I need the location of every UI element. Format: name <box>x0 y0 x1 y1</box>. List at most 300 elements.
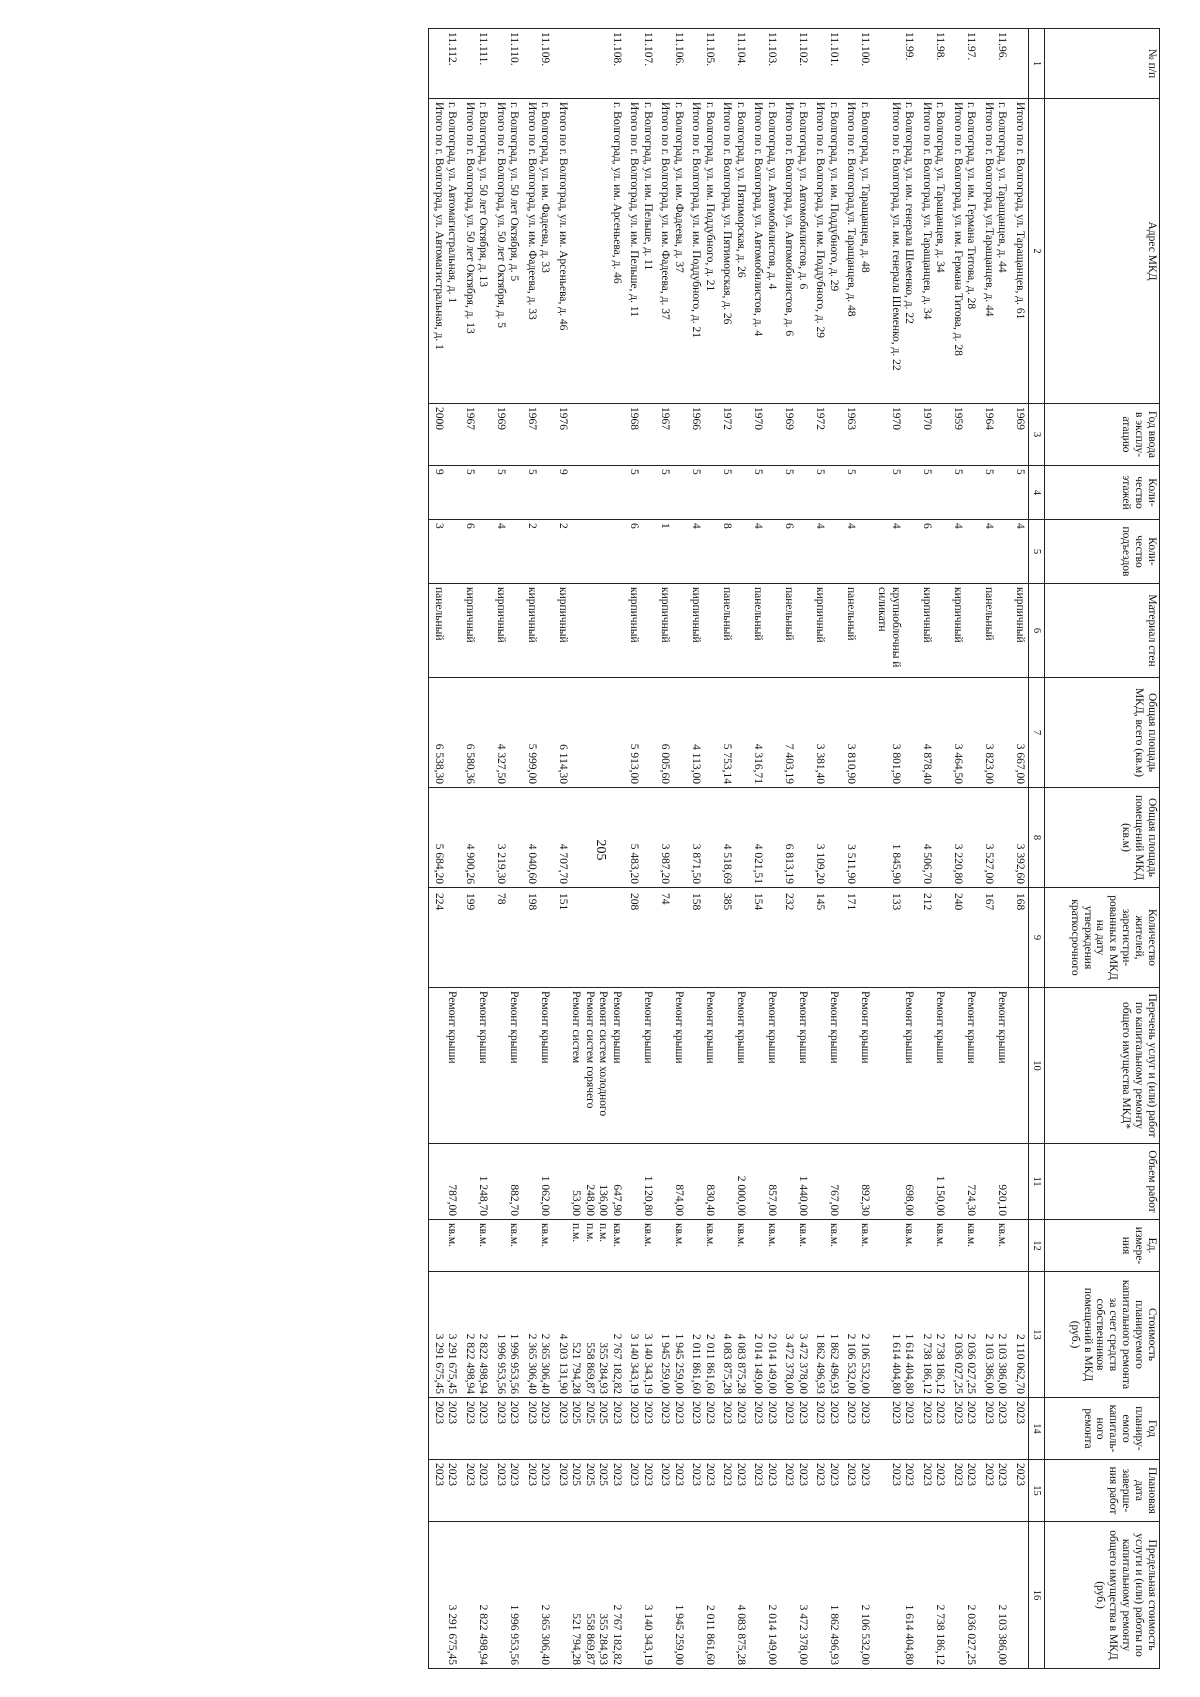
cell-line: 3 140 343,19 <box>642 1604 654 1665</box>
cell-line: 5 <box>464 469 476 475</box>
cell-line <box>858 469 872 516</box>
table-cell-c2 <box>873 99 918 404</box>
cell-line <box>796 791 810 884</box>
cell-line: 4 327,50 <box>495 743 507 784</box>
cell-line: 2023 <box>921 1401 933 1424</box>
table-cell-c11 <box>461 1144 492 1220</box>
table-cell-c1 <box>429 29 461 99</box>
cell-line <box>995 891 1009 984</box>
table-cell-c5 <box>461 520 492 584</box>
cell-line <box>813 1223 827 1268</box>
cell-line <box>1013 1223 1027 1268</box>
cell-line: 11.108. <box>611 32 623 67</box>
column-number: 8 <box>1029 788 1045 888</box>
cell-line: Итого по г. Волгоград, ул. Пятиморская, д. 26 <box>721 102 734 325</box>
cell-line: 1967 <box>526 407 538 430</box>
table-cell-c4 <box>492 466 523 520</box>
cell-line: Ремонт крыши <box>611 991 623 1064</box>
table-cell-c7 <box>949 678 980 788</box>
cell-line <box>796 407 810 462</box>
table-cell-c2 <box>718 99 749 404</box>
cell-line <box>494 1147 508 1216</box>
cell-line: Ремонт крыши <box>446 991 459 1064</box>
table-cell-c1 <box>780 29 811 99</box>
cell-line: 3 140 343,19 <box>642 1333 654 1394</box>
cell-line: 521 794,28 <box>570 1342 583 1394</box>
cell-line: Итого по г. Волгоград, ул. им. генерала Шеменко, д. 22 <box>890 102 902 371</box>
cell-line <box>827 891 841 984</box>
cell-line: 3 667,00 <box>1014 743 1026 784</box>
cell-line <box>476 891 490 984</box>
table-cell-c5 <box>718 520 749 584</box>
table-cell-c8 <box>1011 788 1029 888</box>
table-cell-c7 <box>625 678 656 788</box>
cell-line: 4 083 875,28 <box>735 1333 747 1394</box>
cell-line: 1972 <box>814 407 827 430</box>
table-cell-c16 <box>780 1522 811 1669</box>
table-cell-c14 <box>749 1398 780 1460</box>
cell-line: Ремонт крыши <box>903 991 916 1064</box>
cell-line: 3 140 343,19 <box>628 1333 641 1394</box>
cell-line <box>596 587 610 674</box>
table-cell-c4 <box>656 466 687 520</box>
table-cell-c8 <box>461 788 492 888</box>
table-cell-c11 <box>656 1144 687 1220</box>
table-cell-c1 <box>492 29 523 99</box>
cell-line: 2023 <box>735 1463 747 1486</box>
table-cell-c4 <box>429 466 461 520</box>
table-cell-c7 <box>492 678 523 788</box>
cell-line <box>476 791 490 884</box>
table-cell-c10 <box>842 988 873 1144</box>
cell-line <box>538 681 552 784</box>
cell-line: 4 <box>952 523 964 529</box>
table-cell-c11 <box>625 1144 656 1220</box>
cell-line <box>734 791 748 884</box>
cell-line <box>641 407 655 462</box>
column-header: Год планиру-емого капиталь-ного ремонта <box>1045 1398 1160 1460</box>
table-cell-c16 <box>554 1522 626 1669</box>
cell-line: 2023 <box>996 1401 1009 1424</box>
cell-line: 2 011 861,60 <box>704 1334 716 1394</box>
cell-line <box>858 681 872 784</box>
table-cell-c10 <box>780 988 811 1144</box>
cell-line <box>765 407 779 462</box>
cell-line <box>995 587 1009 674</box>
cell-line <box>902 523 916 580</box>
cell-line <box>796 469 810 516</box>
table-cell-c5 <box>492 520 523 584</box>
table-cell-c11 <box>554 1144 626 1220</box>
column-number: 10 <box>1029 988 1045 1144</box>
table-cell-c14 <box>492 1398 523 1460</box>
table-cell-c8 <box>780 788 811 888</box>
cell-line: Ремонт крыши <box>735 991 747 1064</box>
cell-line <box>889 991 903 1140</box>
cell-line <box>951 991 965 1140</box>
cell-line: 2023 <box>628 1401 641 1424</box>
cell-line: Итого по г. Волгоград, ул. им. Германа Титова, д. 28 <box>952 102 964 356</box>
cell-line: 2 011 861,60 <box>704 1605 716 1665</box>
cell-line: 2023 <box>673 1463 685 1486</box>
cell-line: 145 <box>814 893 827 911</box>
cell-line: 1 614 404,80 <box>890 1333 902 1394</box>
cell-line: 3 527,00 <box>983 843 995 884</box>
cell-line: 4 506,70 <box>921 843 933 884</box>
cell-line <box>734 587 748 674</box>
cell-line <box>765 469 779 516</box>
cell-line: 198 <box>526 893 538 911</box>
cell-line: 11.112. <box>446 32 459 66</box>
cell-line <box>689 1147 703 1216</box>
cell-line: 2 106 532,00 <box>845 1333 858 1394</box>
cell-line <box>538 891 552 984</box>
table-cell-c9 <box>718 888 749 988</box>
table-cell-c9 <box>842 888 873 988</box>
table-cell-c6 <box>811 584 842 678</box>
column-header: Стоимость планируемого капитального ремонта за счет средств собственников помещений в МКД (руб.) <box>1045 1272 1160 1398</box>
cell-line: 2023 <box>934 1463 947 1486</box>
rotated-page <box>40 28 1160 1668</box>
cell-line: 2 822 498,94 <box>477 1333 490 1394</box>
cell-line <box>596 791 610 884</box>
cell-line <box>782 991 796 1140</box>
table-cell-c9 <box>687 888 718 988</box>
cell-line: 5 <box>921 469 933 475</box>
cell-line: 2 014 149,00 <box>766 1604 778 1665</box>
cell-line <box>827 681 841 784</box>
table-row <box>625 29 656 1669</box>
cell-line <box>583 587 597 674</box>
table-cell-c15 <box>523 1460 554 1522</box>
cell-line: 1959 <box>952 407 964 430</box>
table-row <box>687 29 718 1669</box>
table-cell-c7 <box>811 678 842 788</box>
table-cell-c1 <box>554 29 626 99</box>
cell-line <box>569 681 583 784</box>
table-cell-c16 <box>492 1522 523 1669</box>
cell-line: 2023 <box>890 1401 902 1424</box>
table-cell-c12 <box>625 1220 656 1272</box>
cell-line: Итого по г. Волгоград, ул. им. Фадеева, д. 33 <box>526 102 538 320</box>
cell-line <box>432 991 446 1140</box>
cell-line <box>463 991 477 1140</box>
table-cell-c1 <box>980 29 1011 99</box>
cell-line <box>641 791 655 884</box>
table-cell-c3 <box>687 404 718 466</box>
cell-line: 3 823,00 <box>983 743 995 784</box>
cell-line <box>569 587 583 674</box>
cell-line: 2023 <box>783 1463 796 1486</box>
cell-line: кирпичный <box>628 587 641 643</box>
cell-line: 2023 <box>965 1401 978 1424</box>
cell-line: 5 <box>814 469 827 475</box>
table-cell-c16 <box>523 1522 554 1669</box>
table-cell-c9 <box>980 888 1011 988</box>
cell-line <box>844 991 858 1140</box>
table-cell-c12 <box>811 1220 842 1272</box>
cell-line: 2023 <box>983 1463 995 1486</box>
table-cell-c5 <box>749 520 780 584</box>
cell-line: 1969 <box>783 407 796 430</box>
cell-line: кв.м. <box>673 1223 685 1248</box>
cell-line <box>858 407 872 462</box>
table-cell-c16 <box>656 1522 687 1669</box>
cell-line: кв.м. <box>859 1223 871 1248</box>
cell-line <box>902 469 916 516</box>
table-cell-c6 <box>523 584 554 678</box>
table-cell-c7 <box>461 678 492 788</box>
table-cell-c7 <box>873 678 918 788</box>
cell-line <box>964 407 978 462</box>
table-cell-c16 <box>1011 1522 1029 1669</box>
cell-line: 158 <box>690 893 703 911</box>
table-cell-c10 <box>918 988 949 1144</box>
cell-line <box>964 681 978 784</box>
cell-line <box>476 407 490 462</box>
table-cell-c3 <box>842 404 873 466</box>
cell-line <box>734 407 748 462</box>
table-cell-c11 <box>842 1144 873 1220</box>
table-cell-c16 <box>873 1522 918 1669</box>
cell-line: 11.110. <box>508 32 521 66</box>
cell-line: 5 684,20 <box>433 843 445 884</box>
table-row <box>1011 29 1029 1669</box>
cell-line <box>538 791 552 884</box>
table-cell-c5 <box>949 520 980 584</box>
cell-line: 2 014 149,00 <box>766 1333 778 1394</box>
table-cell-c14 <box>811 1398 842 1460</box>
cell-line: 3 220,80 <box>952 843 964 884</box>
cell-line: 2 365 306,40 <box>539 1333 552 1394</box>
table-cell-c2 <box>1011 99 1029 404</box>
table-row <box>656 29 687 1669</box>
column-header: Перечень услуг и (или) работ по капитальному ремонту общего имущества МКД* <box>1045 988 1160 1144</box>
cell-line: 2023 <box>783 1401 796 1424</box>
table-cell-c8 <box>656 788 687 888</box>
table-cell-c12 <box>873 1220 918 1272</box>
table-cell-c6 <box>687 584 718 678</box>
cell-line: 5 <box>628 469 641 475</box>
cell-line <box>964 469 978 516</box>
cell-line: кв.м. <box>611 1223 623 1248</box>
cell-line <box>583 469 597 516</box>
table-cell-c11 <box>749 1144 780 1220</box>
cell-line: кирпичный <box>921 587 933 643</box>
cell-line: кв.м. <box>828 1223 840 1248</box>
cell-line: 2023 <box>464 1463 476 1486</box>
table-cell-c6 <box>918 584 949 678</box>
table-cell-c8 <box>625 788 656 888</box>
cell-line <box>538 407 552 462</box>
cell-line: 874,00 <box>673 1184 685 1216</box>
table-cell-c8 <box>918 788 949 888</box>
table-cell-c4 <box>554 466 626 520</box>
cell-line: 2025 <box>570 1463 583 1486</box>
table-cell-c5 <box>780 520 811 584</box>
cell-line: 11.97. <box>965 32 978 61</box>
cell-line <box>734 891 748 984</box>
cell-line: 2023 <box>433 1401 445 1424</box>
cell-line: Итого по г. Волгоград, ул. Таращанцев, д. 34 <box>921 102 933 320</box>
cell-line: 2023 <box>845 1401 858 1424</box>
table-cell-c12 <box>718 1220 749 1272</box>
column-number: 9 <box>1029 888 1045 988</box>
cell-line: 2 738 186,12 <box>934 1604 947 1665</box>
table-cell-c15 <box>429 1460 461 1522</box>
cell-line: 2023 <box>814 1463 827 1486</box>
cell-line <box>641 587 655 674</box>
cell-line: 11.100. <box>859 32 871 67</box>
cell-line: кирпичный <box>814 587 827 643</box>
cell-line: 2023 <box>628 1463 641 1486</box>
cell-line: г. Волгоград, ул. Автомагистральная, д. 1 <box>446 102 459 304</box>
table-cell-c5 <box>873 520 918 584</box>
cell-line: 5 483,20 <box>628 843 641 884</box>
cell-line: г. Волгоград, ул. им. Пельше, д. 11 <box>642 102 654 271</box>
cell-line: Итого по г. Волгоград, ул. 50 лет Октября, д. 5 <box>495 102 507 329</box>
column-number: 11 <box>1029 1144 1045 1220</box>
cell-line: 4 <box>983 523 995 529</box>
cell-line: кирпичный <box>557 587 569 643</box>
cell-line <box>889 1147 903 1216</box>
cell-line <box>627 1525 641 1665</box>
column-number: 6 <box>1029 584 1045 678</box>
table-cell-c15 <box>949 1460 980 1522</box>
cell-line: 2023 <box>797 1463 809 1486</box>
cell-line <box>951 1147 965 1216</box>
column-number: 16 <box>1029 1522 1045 1669</box>
cell-line: Итого по г. Волгоград, ул. Таращанцев, д. 61 <box>1014 102 1026 320</box>
table-cell-c13 <box>749 1272 780 1398</box>
cell-line <box>844 1223 858 1268</box>
cell-line <box>556 1525 570 1665</box>
cell-line <box>964 791 978 884</box>
cell-line: 1 614 404,80 <box>903 1333 916 1394</box>
cell-line: кв.м. <box>508 1223 521 1248</box>
table-cell-c16 <box>980 1522 1011 1669</box>
cell-line <box>658 1223 672 1268</box>
cell-line <box>933 523 947 580</box>
cell-line <box>902 407 916 462</box>
cell-line: 2023 <box>508 1463 521 1486</box>
table-cell-c8 <box>873 788 918 888</box>
cell-line: Ремонт крыши <box>477 991 490 1064</box>
cell-line: Итого по г. Волгоград, ул. им. Арсеньева, д. 46 <box>557 102 569 331</box>
cell-line <box>583 681 597 784</box>
table-row <box>980 29 1011 1669</box>
cell-line: г. Волгоград, ул. Автомобилистов, д. 6 <box>797 102 809 290</box>
table-cell-c13 <box>949 1272 980 1398</box>
table-cell-c6 <box>949 584 980 678</box>
cell-line <box>569 407 583 462</box>
cell-line <box>432 1147 446 1216</box>
cell-line <box>672 407 686 462</box>
cell-line: Итого по г. Волгоград, ул.Таращанцев, д. 44 <box>983 102 995 317</box>
table-cell-c4 <box>811 466 842 520</box>
cell-line <box>844 1525 858 1665</box>
cell-line: 2023 <box>673 1401 685 1424</box>
cell-line: 882,70 <box>508 1184 521 1216</box>
cell-line: 3 511,90 <box>845 844 858 884</box>
table-cell-c4 <box>780 466 811 520</box>
cell-line: 5 <box>526 469 538 475</box>
table-cell-c11 <box>1011 1144 1029 1220</box>
cell-line: 385 <box>721 893 734 911</box>
table-cell-c15 <box>918 1460 949 1522</box>
table-cell-c16 <box>811 1522 842 1669</box>
cell-line: 2023 <box>952 1401 964 1424</box>
table-cell-c5 <box>980 520 1011 584</box>
cell-line: Ремонт крыши <box>642 991 654 1064</box>
cell-line: Итого по г. Волгоград,ул. Таращанцев, д. 48 <box>845 102 858 317</box>
cell-line <box>583 523 597 580</box>
table-cell-c7 <box>523 678 554 788</box>
cell-line: 3 987,20 <box>659 843 672 884</box>
cell-line <box>796 891 810 984</box>
cell-line: 2 767 182,82 <box>611 1604 623 1665</box>
table-cell-c6 <box>873 584 918 678</box>
cell-line: 1 862 496,93 <box>814 1333 827 1394</box>
table-cell-c10 <box>656 988 687 1144</box>
table-cell-c9 <box>811 888 842 988</box>
cell-line: 11.109. <box>539 32 552 67</box>
cell-line <box>658 1525 672 1665</box>
cell-line <box>627 991 641 1140</box>
cell-line: 1 440,00 <box>797 1175 809 1216</box>
table-cell-c11 <box>492 1144 523 1220</box>
cell-line: 1 062,00 <box>539 1175 552 1216</box>
cell-line: Итого по г. Волгоград, ул. Автомобилистов, д. 6 <box>783 102 796 337</box>
cell-line: Итого по г. Волгоград, ул. им. Поддубного, д. 29 <box>814 102 827 339</box>
cell-line: кв.м. <box>903 1223 916 1248</box>
column-header: Ед. измере-ния <box>1045 1220 1160 1272</box>
table-cell-c14 <box>461 1398 492 1460</box>
cell-line <box>765 587 779 674</box>
cell-line: 5 <box>659 469 672 475</box>
cell-line: 2023 <box>704 1463 716 1486</box>
cell-line: 4 707,70 <box>557 843 569 884</box>
table-cell-c1 <box>749 29 780 99</box>
table-cell-c9 <box>780 888 811 988</box>
table-cell-c12 <box>687 1220 718 1272</box>
cell-line <box>569 523 583 580</box>
cell-line <box>569 469 583 516</box>
cell-line <box>507 523 521 580</box>
cell-line: Ремонт крыши <box>828 991 840 1064</box>
cell-line: 2023 <box>557 1463 569 1486</box>
cell-line: п.м. <box>597 1223 610 1243</box>
cell-line: Итого по г. Волгоград, ул. Автомобилистов, д. 4 <box>752 102 765 337</box>
table-cell-c9 <box>523 888 554 988</box>
table-cell-c1 <box>1011 29 1029 99</box>
cell-line <box>507 469 521 516</box>
table-cell-c16 <box>749 1522 780 1669</box>
column-number: 14 <box>1029 1398 1045 1460</box>
table-cell-c13 <box>492 1272 523 1398</box>
cell-line <box>813 1147 827 1216</box>
table-cell-c12 <box>780 1220 811 1272</box>
table-cell-c9 <box>918 888 949 988</box>
cell-line: 3 871,50 <box>690 843 703 884</box>
table-cell-c14 <box>687 1398 718 1460</box>
cell-line <box>627 1223 641 1268</box>
cell-line: 1976 <box>557 407 569 430</box>
cell-line: панельный <box>845 587 858 641</box>
cell-line: 2023 <box>526 1401 538 1424</box>
cell-line: 1970 <box>890 407 902 430</box>
table-cell-c4 <box>461 466 492 520</box>
